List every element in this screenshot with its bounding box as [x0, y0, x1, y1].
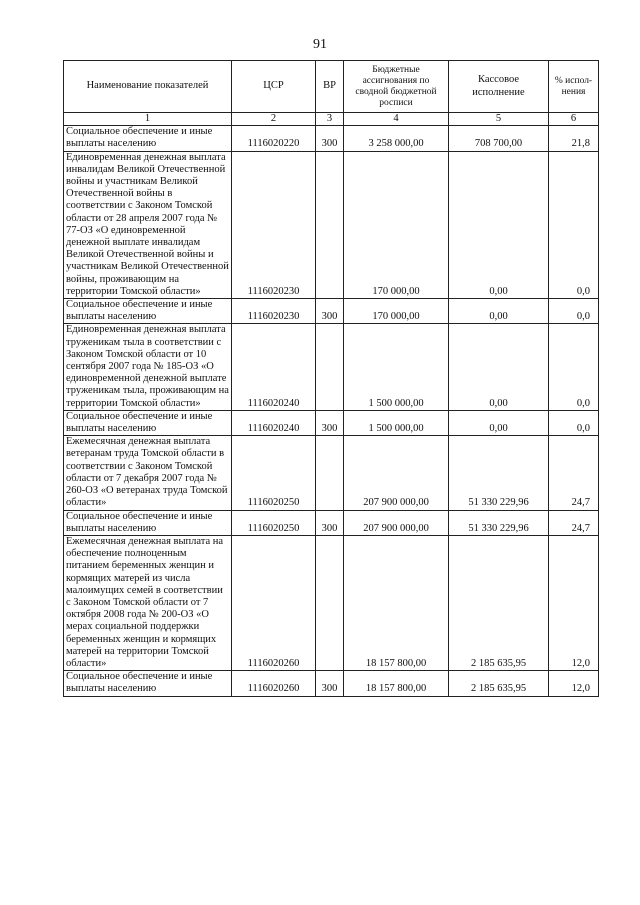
row-cash: 51 330 229,96 — [449, 436, 549, 510]
row-csr: 1116020250 — [232, 436, 316, 510]
row-csr: 1116020240 — [232, 410, 316, 435]
table-row — [64, 671, 599, 696]
column-number-row — [64, 113, 599, 126]
row-allocation: 18 157 800,00 — [344, 535, 449, 670]
row-name: Социальное обеспечение и иные выплаты населению — [64, 299, 232, 324]
row-allocation: 170 000,00 — [344, 299, 449, 324]
table-row — [64, 535, 599, 670]
row-cash: 708 700,00 — [449, 126, 549, 151]
table-row — [64, 324, 599, 410]
row-csr: 1116020260 — [232, 535, 316, 670]
row-percent: 24,7 — [549, 510, 599, 535]
table-row — [64, 510, 599, 535]
header-cash: Кассовое исполнение — [449, 61, 549, 113]
column-number: 1 — [64, 113, 232, 126]
row-vr — [316, 151, 344, 298]
row-vr — [316, 324, 344, 410]
row-csr: 1116020230 — [232, 299, 316, 324]
row-cash: 51 330 229,96 — [449, 510, 549, 535]
row-cash: 0,00 — [449, 299, 549, 324]
row-csr: 1116020240 — [232, 324, 316, 410]
column-number: 3 — [316, 113, 344, 126]
header-csr: ЦСР — [232, 61, 316, 113]
row-percent: 0,0 — [549, 151, 599, 298]
row-percent: 0,0 — [549, 410, 599, 435]
row-csr: 1116020230 — [232, 151, 316, 298]
row-vr: 300 — [316, 126, 344, 151]
row-vr: 300 — [316, 410, 344, 435]
row-name: Единовременная денежная выплата инвалидам Великой Отечественной войны и участникам Великой Отечественной войны в соответствии с Законом Томской области от 28 апреля 2007 года № 77-ОЗ «О единовременной денежной выплате инвалидам Великой Отечественной войны и участникам Великой Отечественной войны, проживающим на территории Томской области» — [64, 151, 232, 298]
row-allocation: 18 157 800,00 — [344, 671, 449, 696]
row-percent: 12,0 — [549, 671, 599, 696]
header-vr: ВР — [316, 61, 344, 113]
row-vr — [316, 436, 344, 510]
table-row — [64, 436, 599, 510]
row-csr: 1116020220 — [232, 126, 316, 151]
page-number: 91 — [313, 37, 327, 52]
row-name: Единовременная денежная выплата труженикам тыла в соответствии с Законом Томской области от 10 сентября 2007 года № 185-ОЗ «О единовременной денежной выплате труженикам тыла, проживающим на территории Томской области» — [64, 324, 232, 410]
header-allocations: Бюджетные ассигнования по сводной бюджетной росписи — [344, 61, 449, 113]
table-row — [64, 151, 599, 298]
table-header-row — [64, 61, 599, 113]
row-percent: 0,0 — [549, 324, 599, 410]
header-pct: % испол-нения — [549, 61, 599, 113]
row-allocation: 207 900 000,00 — [344, 510, 449, 535]
row-cash: 2 185 635,95 — [449, 535, 549, 670]
row-allocation: 1 500 000,00 — [344, 410, 449, 435]
row-allocation: 207 900 000,00 — [344, 436, 449, 510]
table-row — [64, 410, 599, 435]
row-cash: 2 185 635,95 — [449, 671, 549, 696]
row-name: Ежемесячная денежная выплата на обеспечение полноценным питанием беременных женщин и кормящих матерей из числа малоимущих семей в соответствии с Законом Томской области от 7 октября 2008 года № 200-ОЗ «О мерах социальной поддержки беременных женщин и кормящих матерей на территории Томской области» — [64, 535, 232, 670]
row-percent: 12,0 — [549, 535, 599, 670]
row-vr: 300 — [316, 510, 344, 535]
row-name: Ежемесячная денежная выплата ветеранам труда Томской области в соответствии с Законом Томской области от 7 декабря 2007 года № 260-ОЗ «О ветеранах труда Томской области» — [64, 436, 232, 510]
row-name: Социальное обеспечение и иные выплаты населению — [64, 671, 232, 696]
row-vr: 300 — [316, 299, 344, 324]
table-row — [64, 299, 599, 324]
column-number: 4 — [344, 113, 449, 126]
row-vr: 300 — [316, 671, 344, 696]
column-number: 2 — [232, 113, 316, 126]
row-percent: 21,8 — [549, 126, 599, 151]
row-name: Социальное обеспечение и иные выплаты населению — [64, 410, 232, 435]
table-row — [64, 126, 599, 151]
row-csr: 1116020260 — [232, 671, 316, 696]
row-percent: 0,0 — [549, 299, 599, 324]
row-allocation: 1 500 000,00 — [344, 324, 449, 410]
row-name: Социальное обеспечение и иные выплаты населению — [64, 126, 232, 151]
row-csr: 1116020250 — [232, 510, 316, 535]
header-name: Наименование показателей — [64, 61, 232, 113]
row-cash: 0,00 — [449, 324, 549, 410]
column-number: 5 — [449, 113, 549, 126]
row-allocation: 3 258 000,00 — [344, 126, 449, 151]
budget-table — [63, 60, 599, 697]
row-allocation: 170 000,00 — [344, 151, 449, 298]
row-cash: 0,00 — [449, 151, 549, 298]
row-percent: 24,7 — [549, 436, 599, 510]
column-number: 6 — [549, 113, 599, 126]
row-cash: 0,00 — [449, 410, 549, 435]
row-name: Социальное обеспечение и иные выплаты населению — [64, 510, 232, 535]
row-vr — [316, 535, 344, 670]
